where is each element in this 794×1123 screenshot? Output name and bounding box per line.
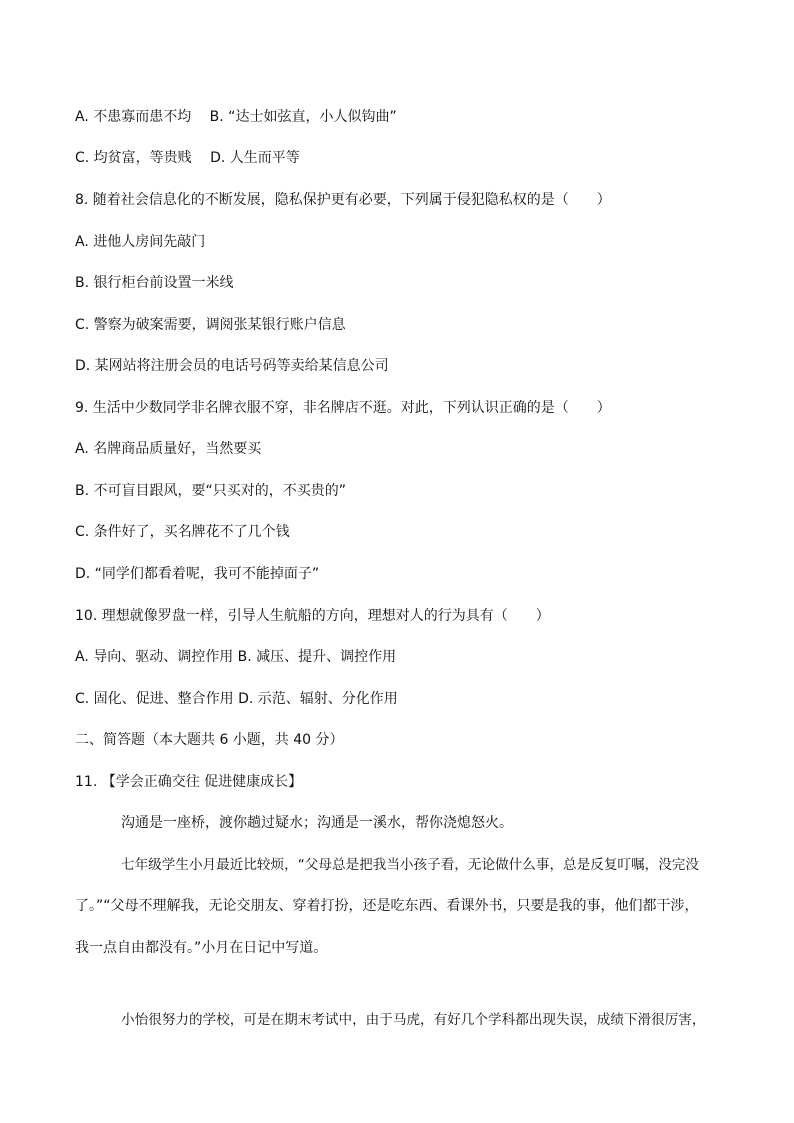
q11-paragraph-2-line-1: 七年级学生小月最近比较烦，“父母总是把我当小孩子看，无论做什么事，总是反复叮嘱，没完没: [121, 857, 699, 873]
q9-option-b: B. 不可盲目跟风，要“只买对的，不买贵的”: [75, 483, 347, 499]
q10-options-line-2: C. 固化、促进、整合作用 D. 示范、辐射、分化作用: [75, 691, 398, 707]
q8-option-a: A. 进他人房间先敲门: [75, 234, 206, 250]
q8-option-c: C. 警察为破案需要，调阅张某银行账户信息: [75, 317, 346, 333]
q11-paragraph-2-line-3: 我一点自由都没有。”小月在日记中写道。: [75, 940, 328, 956]
q10-options-line-1: A. 导向、驱动、调控作用 B. 减压、提升、调控作用: [75, 649, 397, 665]
q11-paragraph-2-line-2: 了。”“父母不理解我，无论交朋友、穿着打扮，还是吃东西、看课外书，只要是我的事，他们都干涉，: [75, 898, 699, 914]
q8-stem: 8. 随着社会信息化的不断发展，隐私保护更有必要，下列属于侵犯隐私权的是（ ）: [75, 192, 611, 208]
q10-stem: 10. 理想就像罗盘一样，引导人生航船的方向，理想对人的行为具有（ ）: [75, 608, 550, 624]
q9-option-a: A. 名牌商品质量好，当然要买: [75, 441, 262, 457]
q8-option-b: B. 银行柜台前设置一米线: [75, 275, 234, 291]
q11-paragraph-3-line-1: 小怡很努力的学校，可是在期末考试中，由于马虎，有好几个学科都出现失误，成绩下滑很厉害，: [121, 1012, 706, 1028]
q8-option-d: D. 某网站将注册会员的电话号码等卖给某信息公司: [75, 358, 389, 374]
q9-option-d: D. “同学们都看着呢，我可不能掉面子”: [75, 566, 320, 582]
q7-options-line-1: A. 不患寡而患不均 B. “达士如弦直，小人似钩曲”: [75, 109, 397, 125]
q9-stem: 9. 生活中少数同学非名牌衣服不穿，非名牌店不逛。对此，下列认识正确的是（ ）: [75, 400, 611, 416]
q7-options-line-2: C. 均贫富，等贵贱 D. 人生而平等: [75, 150, 300, 166]
section-2-heading: 二、简答题（本大题共 6 小题，共 40 分）: [75, 732, 344, 748]
q9-option-c: C. 条件好了，买名牌花不了几个钱: [75, 524, 290, 540]
q11-title: 11. 【学会正确交往 促进健康成长】: [75, 774, 303, 790]
q11-paragraph-1: 沟通是一座桥，渡你趟过疑水；沟通是一溪水，帮你浇熄怒火。: [121, 815, 513, 831]
